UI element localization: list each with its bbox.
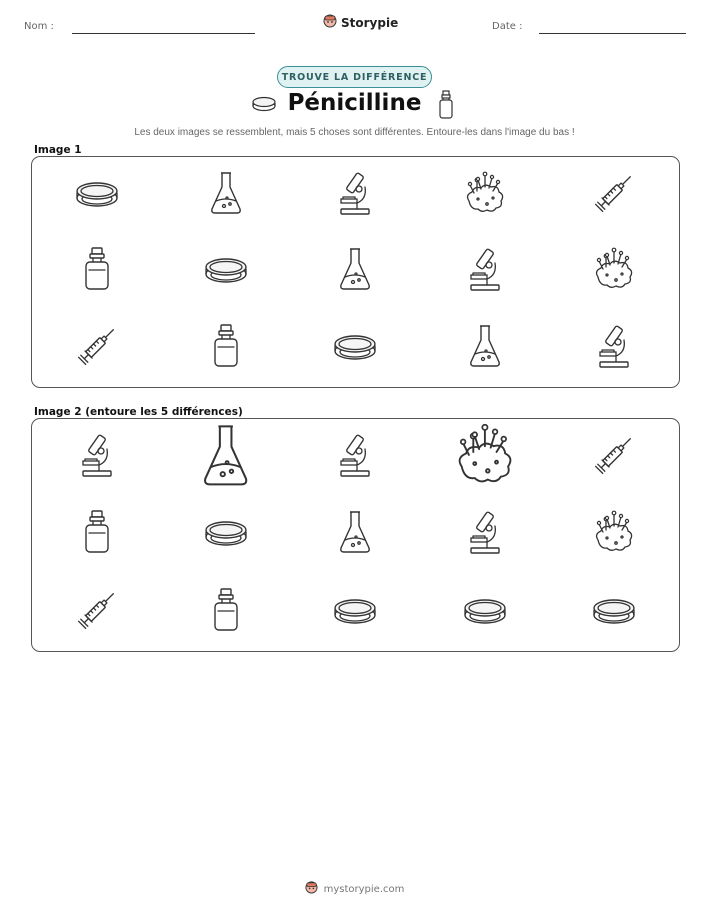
image1-cell: [420, 157, 549, 234]
image1-cell: [291, 157, 420, 234]
microscope-icon: [79, 431, 115, 484]
image2-cell[interactable]: [550, 574, 679, 651]
date-line[interactable]: [539, 33, 686, 34]
petri-dish-icon: [591, 590, 637, 635]
image1-cell: [291, 234, 420, 311]
image2-cell[interactable]: [32, 419, 161, 496]
syringe-icon: [73, 322, 121, 375]
image2-cell[interactable]: [291, 574, 420, 651]
name-line[interactable]: [72, 33, 255, 34]
flask-icon: [201, 422, 250, 494]
image1-cell: [161, 234, 290, 311]
image2-cell[interactable]: [550, 496, 679, 573]
mold-icon: [453, 423, 517, 492]
petri-dish-icon: [332, 326, 378, 371]
mold-icon: [592, 510, 636, 559]
image1-cell: [550, 234, 679, 311]
image2-cell[interactable]: [161, 496, 290, 573]
image2-grid: [32, 419, 679, 651]
image2-cell[interactable]: [161, 574, 290, 651]
image1-cell: [550, 310, 679, 387]
image1-cell: [550, 157, 679, 234]
instructions: Les deux images se ressemblent, mais 5 choses sont différentes. Entoure-les dans l'image du bas !: [134, 127, 575, 138]
vial-icon: [82, 246, 112, 297]
storypie-logo-icon: [323, 13, 337, 33]
vial-icon: [82, 509, 112, 560]
image1-cell: [32, 310, 161, 387]
image1-panel: [31, 156, 680, 388]
microscope-icon: [337, 169, 373, 222]
footer-url: mystorypie.com: [323, 884, 405, 895]
petri-dish-icon: [203, 249, 249, 294]
image1-cell: [32, 234, 161, 311]
syringe-icon: [590, 431, 638, 484]
vial-icon: [211, 323, 241, 374]
image2-panel[interactable]: [31, 418, 680, 652]
petri-dish-icon: [332, 590, 378, 635]
name-label: Nom :: [24, 21, 54, 32]
image1-label: Image 1: [34, 144, 82, 156]
microscope-icon: [337, 431, 373, 484]
image2-cell[interactable]: [420, 419, 549, 496]
mold-icon: [592, 247, 636, 296]
image2-cell[interactable]: [291, 496, 420, 573]
vial-icon: [211, 587, 241, 638]
image1-cell: [161, 157, 290, 234]
page-title: Pénicilline: [287, 90, 422, 116]
activity-badge: TROUVE LA DIFFÉRENCE: [277, 66, 432, 88]
image1-cell: [32, 157, 161, 234]
vial-icon: [438, 90, 454, 125]
flask-icon: [338, 509, 372, 560]
image2-cell[interactable]: [32, 496, 161, 573]
brand-name: Storypie: [341, 16, 399, 30]
petri-dish-icon: [74, 173, 120, 218]
petri-dish-icon: [203, 512, 249, 557]
flask-icon: [338, 246, 372, 297]
image2-cell[interactable]: [32, 574, 161, 651]
microscope-icon: [467, 508, 503, 561]
flask-icon: [468, 323, 502, 374]
image1-cell: [420, 234, 549, 311]
image1-cell: [291, 310, 420, 387]
brand: [323, 13, 398, 33]
image2-label: Image 2 (entoure les 5 différences): [34, 406, 243, 418]
petri-dish-icon: [462, 590, 508, 635]
syringe-icon: [73, 586, 121, 639]
image2-cell[interactable]: [161, 419, 290, 496]
date-label: Date :: [492, 21, 523, 32]
image2-cell[interactable]: [420, 574, 549, 651]
image1-grid: [32, 157, 679, 387]
storypie-logo-icon: [305, 880, 318, 899]
mold-icon: [463, 171, 507, 220]
syringe-icon: [590, 169, 638, 222]
image2-cell[interactable]: [420, 496, 549, 573]
image1-cell: [161, 310, 290, 387]
flask-icon: [209, 170, 243, 221]
image2-cell[interactable]: [550, 419, 679, 496]
microscope-icon: [596, 322, 632, 375]
footer: [0, 880, 709, 899]
image2-cell[interactable]: [291, 419, 420, 496]
microscope-icon: [467, 245, 503, 298]
image1-cell: [420, 310, 549, 387]
